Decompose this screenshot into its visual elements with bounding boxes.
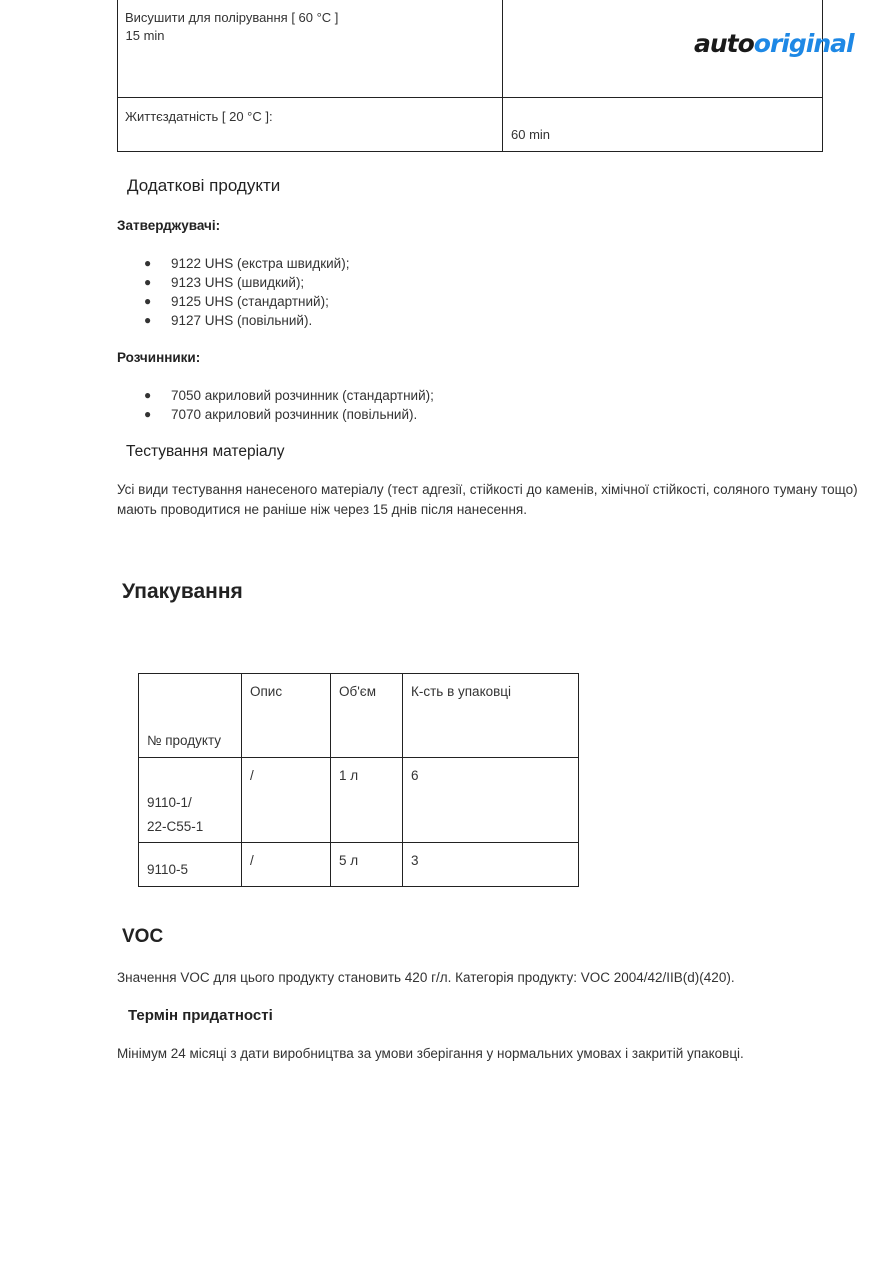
solvents-list xyxy=(144,386,434,424)
packaging-heading: Упакування xyxy=(122,580,243,603)
bullet-icon: ● xyxy=(144,388,152,402)
bullet-icon: ● xyxy=(144,294,152,308)
list-item: ● 9122 UHS (екстра швидкий); xyxy=(144,256,350,271)
quantity-cell: 3 xyxy=(403,843,579,887)
bullet-icon: ● xyxy=(144,313,152,327)
logo-part-auto: auto xyxy=(694,29,754,58)
testing-heading: Тестування матеріалу xyxy=(126,443,285,460)
quantity-cell: 6 xyxy=(403,758,579,843)
bullet-icon: ● xyxy=(144,407,152,421)
product-number-cell: 9110-5 xyxy=(139,843,242,887)
product-number-cell: 9110-1/ 22-C55-1 xyxy=(139,758,242,843)
hardeners-list xyxy=(144,254,349,330)
bullet-icon: ● xyxy=(144,256,152,270)
properties-table xyxy=(117,0,823,152)
property-value: 15 min xyxy=(125,27,165,43)
table-header-row xyxy=(139,674,579,758)
autooriginal-logo xyxy=(694,28,854,60)
list-item: ● 9127 UHS (повільний). xyxy=(144,313,313,328)
shelf-life-text: Мінімум 24 місяці з дати виробництва за умови зберігання у нормальних умовах і закритій упаковці. xyxy=(117,1046,744,1061)
property-value: 60 min xyxy=(511,127,551,142)
volume-cell: 1 л xyxy=(331,758,403,843)
list-item: ● 9123 UHS (швидкий); xyxy=(144,275,305,290)
description-cell: / xyxy=(242,758,331,843)
table-row xyxy=(139,843,579,887)
property-label: Життєздатність [ 20 °C ]: xyxy=(125,109,273,124)
column-header: № продукту xyxy=(139,674,242,758)
table-row xyxy=(118,98,823,152)
list-item: ● 9125 UHS (стандартний); xyxy=(144,294,329,309)
column-header: К-сть в упаковці xyxy=(403,674,579,758)
list-item: ● 7070 акриловий розчинник (повільний). xyxy=(144,407,418,422)
voc-heading: VOC xyxy=(122,926,164,947)
column-header: Опис xyxy=(242,674,331,758)
packaging-table xyxy=(138,673,579,887)
logo-part-original: original xyxy=(753,29,854,58)
property-value-cell xyxy=(503,98,823,152)
solvents-title: Розчинники: xyxy=(117,350,201,365)
property-label: Висушити для полірування [ 60 °C ] xyxy=(125,10,339,25)
description-cell: / xyxy=(242,843,331,887)
volume-cell: 5 л xyxy=(331,843,403,887)
bullet-icon: ● xyxy=(144,275,152,289)
property-label-cell xyxy=(118,0,503,98)
table-row xyxy=(139,758,579,843)
additional-products-heading: Додаткові продукти xyxy=(127,176,281,195)
column-header: Об'єм xyxy=(331,674,403,758)
list-item: ● 7050 акриловий розчинник (стандартний); xyxy=(144,388,434,403)
shelf-life-heading: Термін придатності xyxy=(128,1007,273,1024)
property-label-cell xyxy=(118,98,503,152)
voc-text: Значення VOC для цього продукту становить 420 г/л. Категорія продукту: VOC 2004/42/IIB(d)(420). xyxy=(117,970,735,985)
testing-text: Усі види тестування нанесеного матеріалу (тест адгезії, стійкості до каменів, хімічної стійкості, соляного туману тощо) мають проводитися не раніше ніж через 15 днів після нанесення. xyxy=(117,482,858,517)
hardeners-title: Затверджувачі: xyxy=(117,218,221,233)
